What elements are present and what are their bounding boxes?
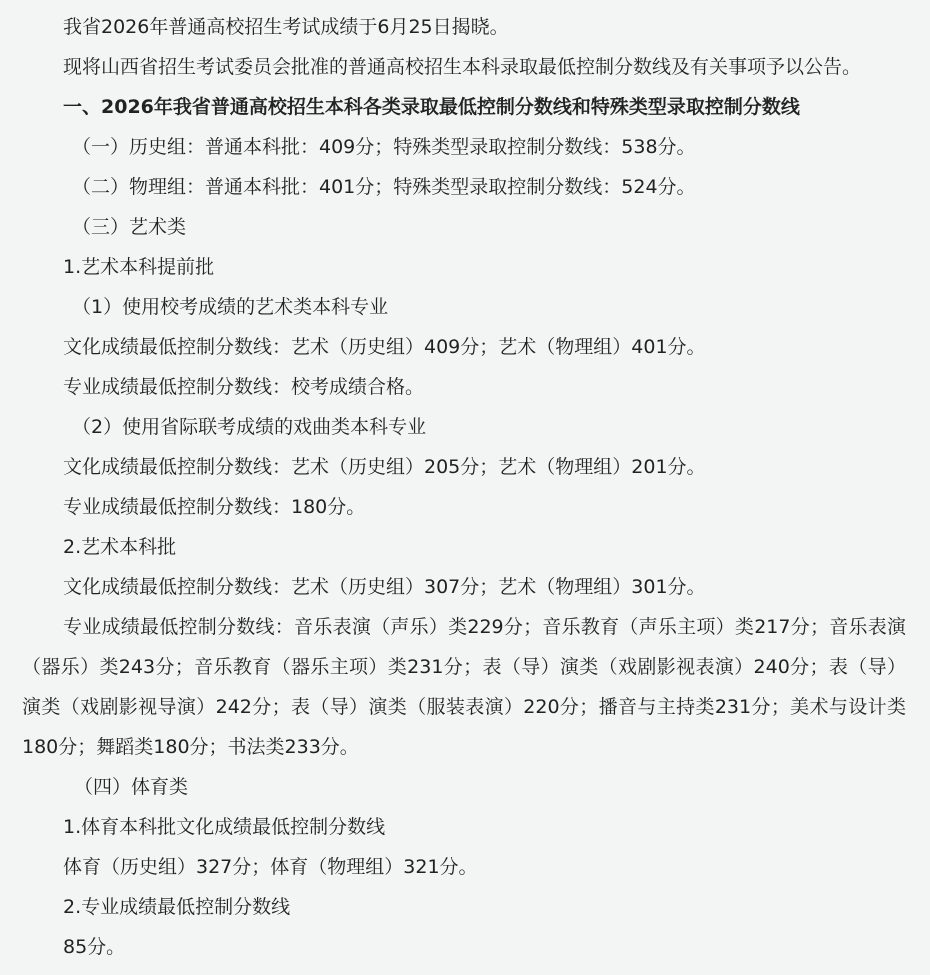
sports-professional-heading: 2.专业成绩最低控制分数线	[63, 896, 291, 918]
sports-professional-score-line: 85分。	[63, 936, 126, 958]
physics-group-line: （二）物理组：普通本科批：401分；特殊类型录取控制分数线：524分。	[72, 176, 696, 198]
art-early-batch-heading: 1.艺术本科提前批	[63, 256, 215, 278]
joint-exam-subheading: （2）使用省际联考成绩的戏曲类本科专业	[72, 416, 427, 438]
history-group-line: （一）历史组：普通本科批：409分；特殊类型录取控制分数线：538分。	[72, 136, 696, 158]
art-category-heading: （三）艺术类	[72, 216, 187, 238]
school-exam-subheading: （1）使用校考成绩的艺术类本科专业	[72, 296, 389, 318]
sports-category-heading: （四）体育类	[74, 776, 189, 798]
professional-score-line: 专业成绩最低控制分数线：校考成绩合格。	[63, 376, 425, 398]
professional-score-line: 专业成绩最低控制分数线：180分。	[63, 496, 366, 518]
art-batch-heading: 2.艺术本科批	[63, 536, 177, 558]
professional-score-paragraph: 专业成绩最低控制分数线：音乐表演（声乐）类229分；音乐教育（声乐主项）类217分；音乐表演（器乐）类243分；音乐教育（器乐主项）类231分；表（导）演类（戏剧影视表演）240分；表（导）演类（戏剧影视导演）242分；表（导）演类（服装表演）220分；播音与主持类231分；美术与设计类180分；舞蹈类180分；书法类233分。	[22, 616, 906, 758]
announcement-document	[0, 7, 930, 975]
culture-score-line: 文化成绩最低控制分数线：艺术（历史组）307分；艺术（物理组）301分。	[63, 576, 706, 598]
sports-culture-heading: 1.体育本科批文化成绩最低控制分数线	[63, 816, 386, 838]
section-heading: 一、2026年我省普通高校招生本科各类录取最低控制分数线和特殊类型录取控制分数线	[63, 96, 800, 118]
sports-culture-score-line: 体育（历史组）327分；体育（物理组）321分。	[63, 856, 478, 878]
intro-paragraph: 我省2026年普通高校招生考试成绩于6月25日揭晓。	[63, 16, 509, 38]
announcement-paragraph: 现将山西省招生考试委员会批准的普通高校招生本科录取最低控制分数线及有关事项予以公告。	[63, 56, 862, 78]
culture-score-line: 文化成绩最低控制分数线：艺术（历史组）205分；艺术（物理组）201分。	[63, 456, 706, 478]
culture-score-line: 文化成绩最低控制分数线：艺术（历史组）409分；艺术（物理组）401分。	[63, 336, 706, 358]
